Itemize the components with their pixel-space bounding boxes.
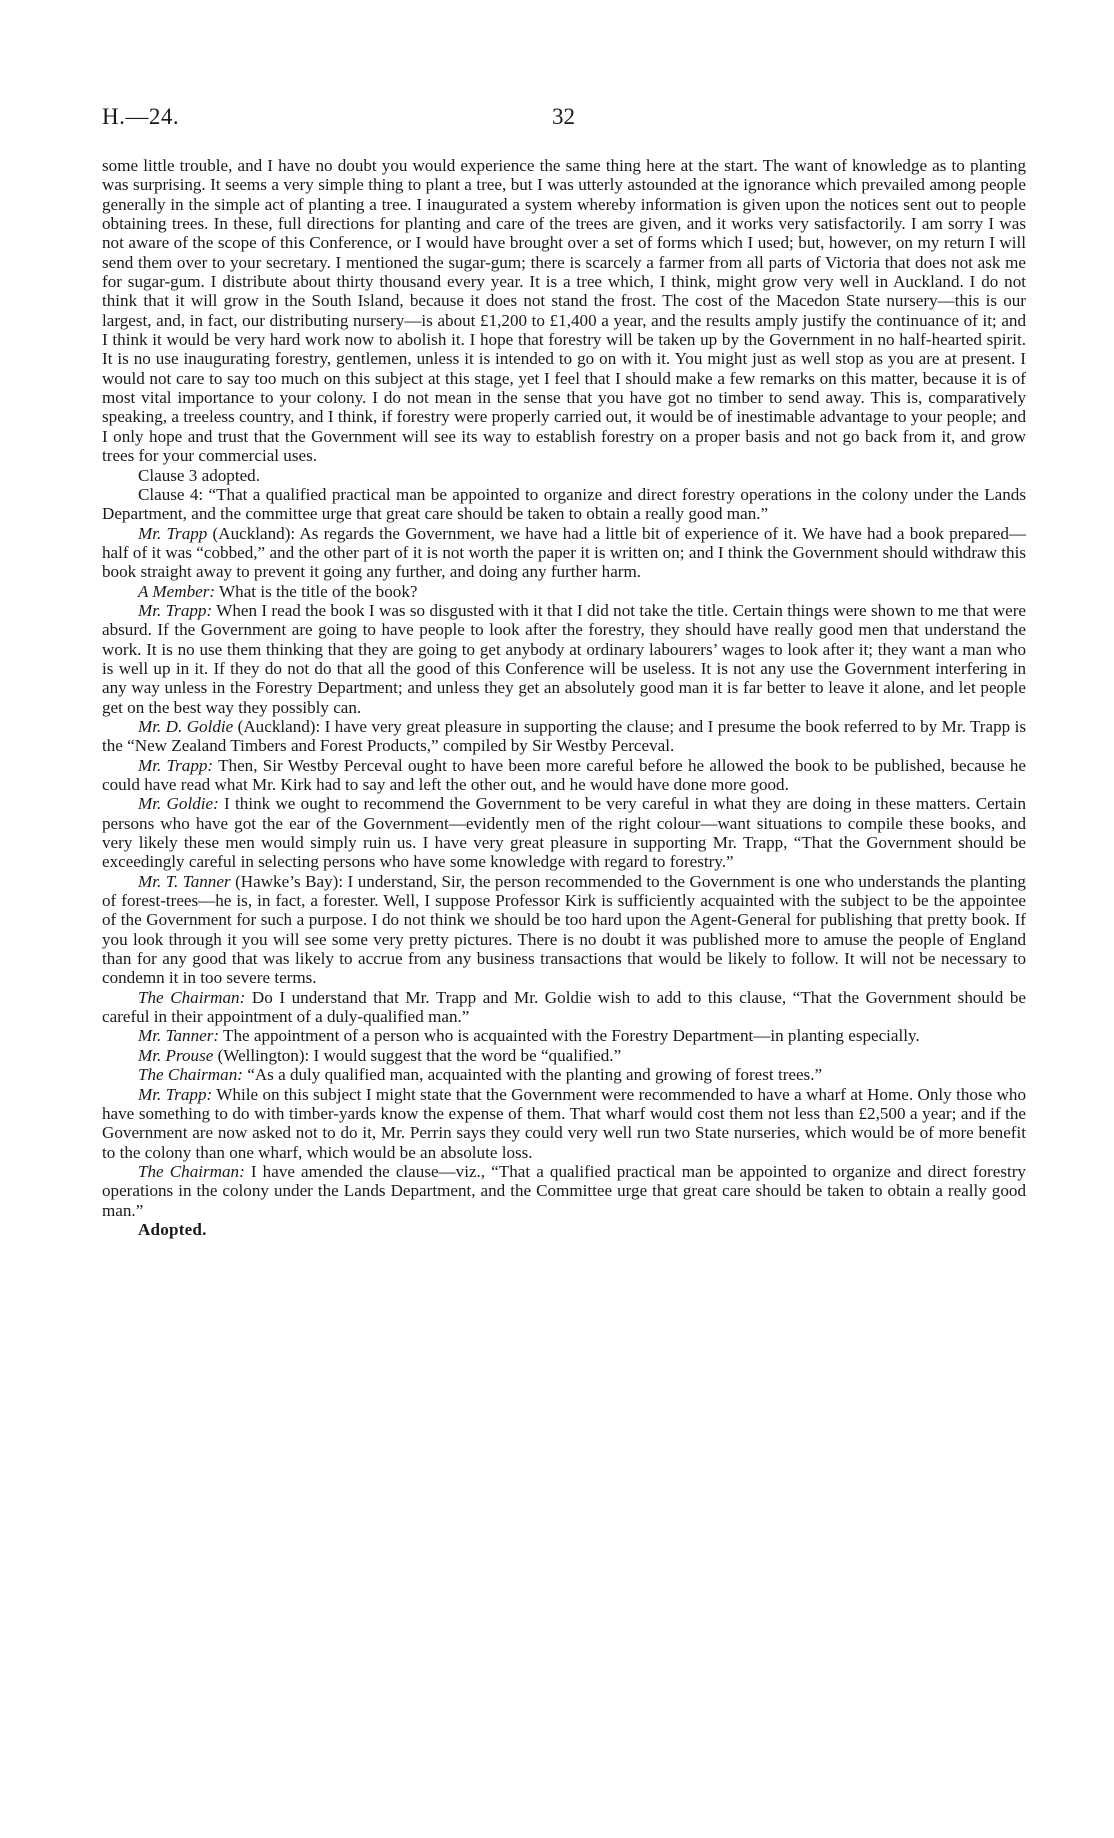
- adopted-text: Adopted.: [138, 1219, 207, 1239]
- speaker-name: A Member:: [138, 581, 216, 601]
- paragraph-tanner-2: [102, 1026, 1026, 1045]
- paragraph-text: some little trouble, and I have no doubt you would experience the same thing here at the start. The want of knowledge as to planting was surprising. It seems a very simple thing to plant a tree, but I was utterly astounded at the ignorance which prevailed among people generally in the simple act of planting a tree. I inaugurated a system whereby information is given upon the notices sent out to people obtaining trees. In these, full directions for planting and care of the trees are given, and it works very satisfactorily. I am sorry I was not aware of the scope of this Conference, or I would have brought over a set of forms which I used; but, however, on my return I will send them over to your secretary. I mentioned the sugar-gum; there is scarcely a farmer from all parts of Victoria that does not ask me for sugar-gum. I distribute about thirty thousand every year. It is a tree which, I think, might grow very well in Auckland. I do not think that it will grow in the South Island, because it does not stand the frost. The cost of the Macedon State nursery—this is our largest, and, in fact, our distributing nursery—is about £1,200 to £1,400 a year, and the results amply justify the continuance of it; and I think it would be very hard work now to abolish it. I hope that forestry will be taken up by the Government in no half-hearted spirit. It is no use inaugurating forestry, gentlemen, unless it is intended to go on with it. You might just as well stop as you are at present. I would not care to say too much on this subject at this stage, yet I feel that I should make a few remarks on this matter, because it is of most vital importance to your colony. I do not mean in the sense that you have got no timber to send away. This is, comparatively speaking, a treeless country, and I think, if forestry were properly carried out, it would be of inestimable advantage to your people; and I only hope and trust that the Government will see its way to establish forestry on a proper basis and not go back from it, and grow trees for your commercial uses.: [102, 156, 1026, 466]
- document-reference: H.—24.: [102, 104, 180, 129]
- page-header: [102, 100, 1026, 140]
- page-number: 32: [552, 104, 575, 129]
- paragraph-chairman-3: [102, 1162, 1026, 1220]
- paragraph-goldie-2: [102, 794, 1026, 871]
- paragraph-text: I think we ought to recommend the Government to be very careful in what they are doing in these matters. Certain persons who have got the ear of the Government—evidently men of the right colour—want situations to compile these books, and very likely these men would simply ruin us. I have very great pleasure in supporting Mr. Trapp, “That the Government should be exceedingly careful in selecting persons who have some knowledge with regard to forestry.”: [102, 794, 1027, 872]
- paragraph-trapp-4: [102, 1085, 1026, 1162]
- paragraph-trapp-2: [102, 601, 1026, 717]
- body-text: [102, 156, 1026, 1239]
- paragraph-text: I have amended the clause—viz., “That a qualified practical man be appointed to organize and direct forestry operations in the colony under the Lands Department, and the Committee urge that great care should be taken to obtain a really good man.”: [102, 1161, 1026, 1220]
- paragraph-text: (Auckland): I have very great pleasure in supporting the clause; and I presume the book referred to by Mr. Trapp is the “New Zealand Timbers and Forest Products,” compiled by Sir Westby Perceval.: [102, 716, 1026, 756]
- paragraph-chairman-1: [102, 988, 1026, 1027]
- speaker-name: The Chairman:: [138, 1161, 245, 1181]
- paragraph-text: Do I understand that Mr. Trapp and Mr. Goldie wish to add to this clause, “That the Government should be careful in their appointment of a duly-qualified man.”: [102, 987, 1026, 1027]
- speaker-name: Mr. Trapp:: [138, 600, 213, 620]
- paragraph-text: (Auckland): As regards the Government, we have had a little bit of experience of it. We have had a book prepared—half of it was “cobbed,” and the other part of it is not worth the paper it is written on; and I think the Government should withdraw this book straight away to prevent it going any further, and doing any further harm.: [102, 523, 1026, 582]
- speaker-name: Mr. Trapp:: [138, 755, 214, 775]
- document-page: [102, 100, 1026, 1239]
- speaker-name: Mr. Trapp:: [138, 1084, 213, 1104]
- speaker-name: Mr. Tanner:: [138, 1026, 220, 1046]
- paragraph-clause-4: [102, 485, 1026, 524]
- paragraph-text: (Hawke’s Bay): I understand, Sir, the person recommended to the Government is one who understands the planting of forest-trees—he is, in fact, a forester. Well, I suppose Professor Kirk is sufficiently acquainted with the subject to be the appointee of the Government for such a purpose. I do not think we should be too hard upon the Agent-General for publishing that pretty book. If you look through it you will see some very pretty pictures. There is no doubt it was published more to amuse the people of England than for any good that was likely to accrue from any business transactions that would be likely to follow. It will not be necessary to condemn it in too severe terms.: [102, 871, 1026, 988]
- paragraph-trapp-1: [102, 524, 1026, 582]
- speaker-name: Mr. Prouse: [138, 1045, 214, 1065]
- paragraph-text: “As a duly qualified man, acquainted with the planting and growing of forest trees.”: [242, 1065, 823, 1085]
- paragraph-adopted: [102, 1220, 1026, 1239]
- paragraph-tanner-1: [102, 872, 1026, 988]
- speaker-name: Mr. T. Tanner: [138, 871, 231, 891]
- paragraph-trapp-3: [102, 756, 1026, 795]
- speaker-name: Mr. Trapp: [138, 523, 208, 543]
- paragraph-text: While on this subject I might state that the Government were recommended to have a wharf at Home. Only those who have something to do with timber-yards know the expense of them. That wharf would cost them not less than £2,500 a year; and if the Government are now asked not to do it, Mr. Perrin says they could very well run two State nurseries, which would be of more benefit to the colony than one wharf, which would be an absolute loss.: [102, 1084, 1027, 1162]
- paragraph-prouse: [102, 1046, 1026, 1065]
- speaker-name: Mr. D. Goldie: [138, 716, 234, 736]
- paragraph-text: The appointment of a person who is acquainted with the Forestry Department—in planting especially.: [219, 1026, 920, 1046]
- paragraph-goldie-1: [102, 717, 1026, 756]
- paragraph-text: Then, Sir Westby Perceval ought to have been more careful before he allowed the book to be published, because he could have read what Mr. Kirk had to say and left the other out, and he would have done more good.: [102, 755, 1026, 794]
- paragraph-text: When I read the book I was so disgusted with it that I did not take the title. Certain things were shown to me that were absurd. If the Government are going to have people to look after the forestry, they should have really good men that understand the work. It is no use them thinking that they are going to get anybody at ordinary labourers’ wages to look after it; they want a man who is well up in it. If they do not do that all the good of this Conference will be useless. It is not any use the Government interfering in any way unless in the Forestry Department; and unless they get an absolutely good man it is far better to leave it alone, and let people get on the best way they possibly can.: [102, 600, 1026, 717]
- speaker-name: Mr. Goldie:: [138, 794, 219, 814]
- paragraph-text: (Wellington): I would suggest that the word be “qualified.”: [213, 1045, 622, 1065]
- paragraph-text: Clause 4: “That a qualified practical man be appointed to organize and direct forestry operations in the colony under the Lands Department, and the committee urge that great care should be taken to obtain a really good man.”: [102, 484, 1026, 524]
- paragraph-chairman-2: [102, 1065, 1026, 1084]
- speaker-name: The Chairman:: [138, 1065, 243, 1085]
- paragraph-text: Clause 3 adopted.: [138, 465, 261, 485]
- paragraph-member: [102, 582, 1026, 601]
- speaker-name: The Chairman:: [138, 987, 246, 1007]
- paragraph-clause-3-adopted: [102, 466, 1026, 485]
- paragraph-text: What is the title of the book?: [215, 581, 418, 601]
- paragraph-continuation: [102, 156, 1026, 466]
